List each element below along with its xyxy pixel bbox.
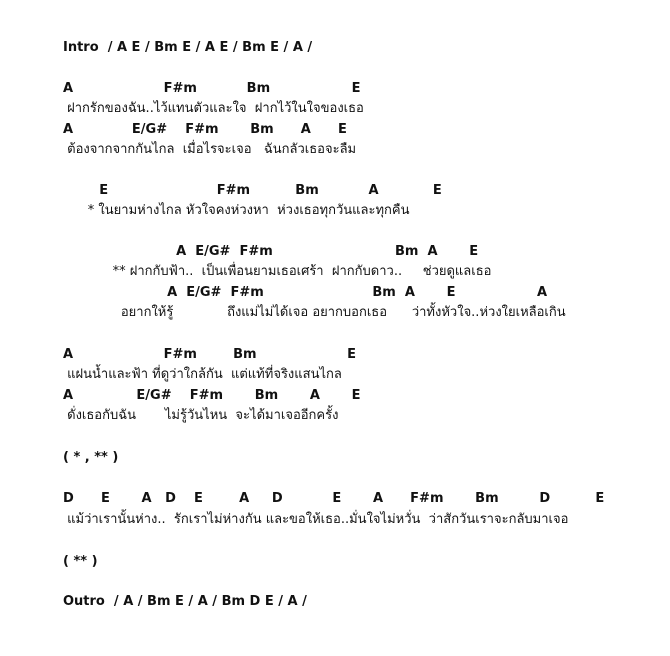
- verse2-chord-line-1: A F#m Bm E: [63, 347, 356, 362]
- chorus1-lyric-line: * ในยามห่างไกล หัวใจคงห่วงหา ห่วงเธอทุกวันและทุกคืน: [63, 203, 410, 218]
- repeat-marker-1: ( * , ** ): [63, 450, 119, 465]
- chorus2-lyric-line-1: ** ฝากกับฟ้า.. เป็นเพื่อนยามเธอเศร้า ฝากกับดาว.. ช่วยดูแลเธอ: [63, 264, 492, 279]
- verse2-chord-line-2: A E/G# F#m Bm A E: [63, 388, 361, 403]
- outro-line: Outro / A / Bm E / A / Bm D E / A /: [63, 594, 307, 609]
- verse1-chord-line-1: A F#m Bm E: [63, 81, 361, 96]
- chorus2-chord-line-1: A E/G# F#m Bm A E: [63, 244, 479, 259]
- chorus2-chord-line-2: A E/G# F#m Bm A E A: [63, 285, 548, 300]
- intro-line: Intro / A E / Bm E / A E / Bm E / A /: [63, 40, 313, 55]
- bridge-lyric-line: แม้ว่าเรานั้นห่าง.. รักเราไม่ห่างกัน และขอให้เธอ..มั่นใจไม่หวั่น ว่าสักวันเราจะกลับมาเจอ: [63, 512, 569, 527]
- verse2-lyric-line-2: ดั่งเธอกับฉัน ไม่รู้วันไหน จะได้มาเจออีกครั้ง: [63, 408, 339, 423]
- verse1-lyric-line-1: ฝากรักของฉัน..ไว้แทนตัวและใจ ฝากไว้ในใจของเธอ: [63, 101, 364, 116]
- verse2-lyric-line-1: แฝนน้ำและฟ้า ที่ดูว่าใกล้กัน แต่แท้ที่จริงแสนไกล: [63, 367, 342, 382]
- verse1-lyric-line-2: ต้องจากจากกันไกล เมื่อไรจะเจอ ฉันกลัวเธอจะลืม: [63, 142, 357, 157]
- chorus1-chord-line: E F#m Bm A E: [63, 183, 442, 198]
- bridge-chord-line: D E A D E A D E A F#m Bm D E: [63, 491, 605, 506]
- verse1-chord-line-2: A E/G# F#m Bm A E: [63, 122, 347, 137]
- repeat-marker-2: ( ** ): [63, 554, 98, 569]
- chorus2-lyric-line-2: อยากให้รู้ ถึงแม่ไม่ได้เจอ อยากบอกเธอ ว่าทั้งหัวใจ..ห่วงใยเหลือเกิน: [63, 305, 566, 320]
